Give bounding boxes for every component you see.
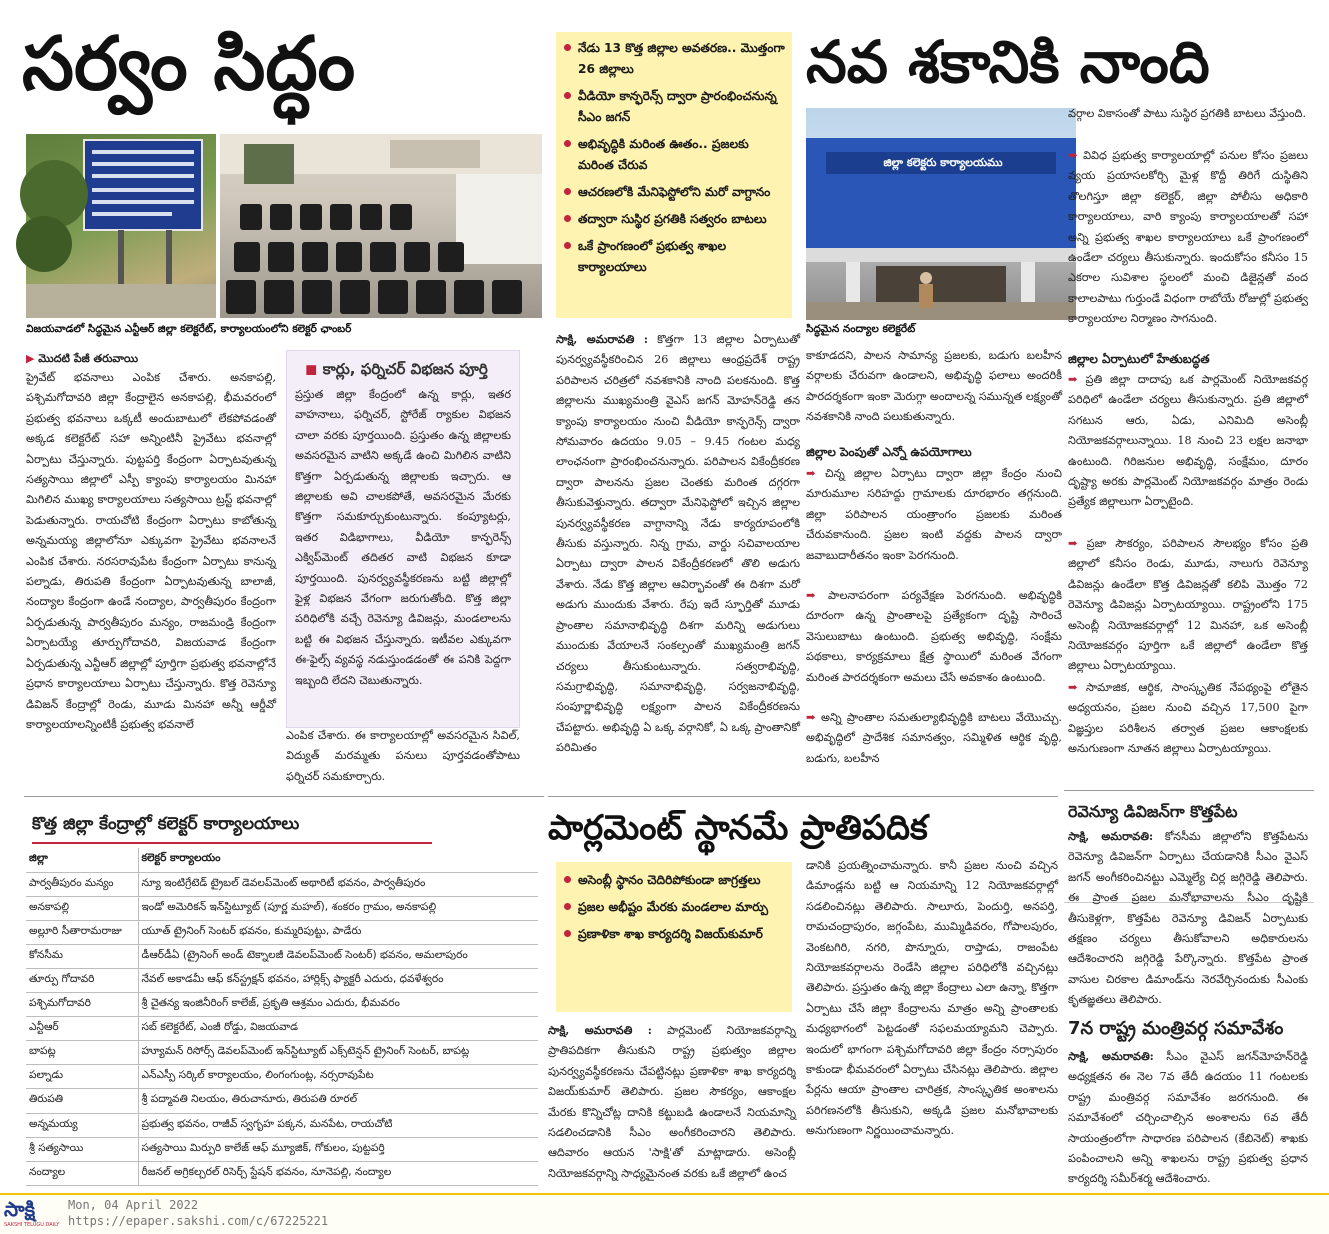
table-cell: నేవల్ అకాడమీ ఆఫ్ కన్‌స్ట్రక్షన్ భవనం, హార్లిక్స్ ఫ్యాక్టరీ ఎదురు, ధవళేశ్వరం: [138, 968, 538, 992]
highlight-item: తద్వారా సుస్థిర ప్రగతికి సత్వరం బాటలు: [562, 209, 786, 230]
col4-point: ➡ పాలనాపరంగా పర్యవేక్షణ పెరగనుంది. అభివృద్ధికి దూరంగా ఉన్న ప్రాంతాలపై ప్రత్యేకంగా దృష్టి సారించే వెసులుబాటు ఉంటుంది. ప్రభుత్వ అభివృద్ధి, సంక్షేమ పథకాలు, కార్యక్రమాలు క్షేత్ర స్థాయిలో మరింత వేగంగా మరింత పారదర్శకంగా అమలు చేసే అవకాశం ఉంటుంది.: [806, 588, 1062, 684]
revenue-division-text: సాక్షి, అమరావతి: కోనసీమ జిల్లాలోని కొత్తపేటను రెవెన్యూ డివిజన్‌గా ఏర్పాటు చేయడానికి సీఎం వైఎస్ జగన్ అంగీకరించినట్టు ఎమ్మెల్యే చిర్ల జగ్గిరెడ్డి తెలిపారు. ఈ ప్రాంత ప్రజల మనోభావాలను సీఎం దృష్టికి తీసుకెళ్లగా, కొత్తపేట రెవెన్యూ డివిజన్ ఏర్పాటుకు తక్షణం చర్యలు తీసుకోవాలని అధికారులను ఆదేశించారని జగ్గిరెడ్డి పేర్కొన్నారు. కొత్తపేట ప్రాంత వాసుల చిరకాల డిమాండ్‌ను నెరవేర్చినందుకు సీఎంకు కృతజ్ఞతలు తెలిపారు.: [1068, 829, 1309, 1007]
table-cell: హ్యూమన్ రిసోర్స్ డెవలప్‌మెంట్ ఇన్‌స్టిట్యూట్ ఎక్స్‌టెన్షన్ ట్రైనింగ్ సెంటర్, బాపట్ల: [138, 1041, 538, 1065]
arrow-icon: ➡: [806, 588, 828, 602]
dateline: సాక్షి, అమరావతి :: [548, 1023, 652, 1037]
parliament-article-col-2: డానికి ప్రయత్నించామన్నారు. కానీ ప్రజల నుంచి వచ్చిన డిమాండ్లను బట్టి ఆ నియమాన్ని 12 నియోజకవర్గాల్లో సడలించినట్లు తెలిపారు. సాలూరు, పెందుర్తి, అనపర్తి, రామచంద్రాపురం, జగ్గంపేట, ముమ్మిడివరం, గోపాలపురం, వెంకటగిరి, నగరి, పొన్నూరు, రాప్తాడు, రాజంపేట నియోజకవర్గాలను రెండేసి జిల్లాల పరిధిలోకి వచ్చినట్లు తెలిపారు. ప్రస్తుతం ఉన్న జిల్లా కేంద్రాలు ఎలా ఉన్నా, కొత్తగా ఏర్పాటు చేసే జిల్లా కేంద్రాలను మాత్రం అన్ని ప్రాంతాలకు మధ్యభాగంలో పెట్టడంతో సఫలమయ్యామని చెప్పారు. ఇందులో భాగంగా పశ్చిమగోదావరి జిల్లా కేంద్రం నర్సాపురం కాకుండా భీమవరంలో ఏర్పాటు చేసినట్లు తెలిపారు. జిల్లాల పేర్లను ఆయా ప్రాంతాల చారిత్రక, సాంస్కృతిక అంశాలను పరిగణనలోకి తీసుకుని, అక్కడి ప్రజల మనోభావాలకు అనుగుణంగా నిర్ణయించామన్నారు.: [806, 859, 1058, 1138]
arrow-icon: ➡: [1068, 680, 1086, 694]
table-cell: ప్రభుత్వ భవనం, రాజీవ్ స్వగృహ పక్కన, మనపేట, రాయచోటి: [138, 1113, 538, 1137]
footer-url[interactable]: https://epaper.sakshi.com/c/67225221: [68, 1214, 329, 1228]
furniture-box: [286, 350, 520, 728]
table-cell: ఎన్ఎస్పీ సర్కిల్ కార్యాలయం, లింగంగుంట్ల, నర్సరావుపేట: [138, 1065, 538, 1089]
table-cell: పార్వతీపురం మన్యం: [26, 872, 138, 896]
table-row: [26, 1017, 538, 1041]
table-cell: రీజనల్ అగ్రికల్చరల్ రిసెర్చ్ స్టేషన్ భవనం, నూనెపల్లి, నంద్యాల: [138, 1161, 538, 1185]
divider: [1064, 790, 1314, 791]
collectorate-photo: [26, 134, 216, 318]
arrow-icon: ➡: [1068, 536, 1087, 550]
table-row: [26, 1041, 538, 1065]
arrow-icon: ▶: [26, 352, 39, 365]
table-row: [26, 944, 538, 968]
building-sign-text: జిల్లా కలెక్టరు కార్యాలయము: [883, 156, 1003, 169]
furniture-box-text: ప్రస్తుత జిల్లా కేంద్రంలో ఉన్న కార్లు, ఇతర వాహనాలు, ఫర్నిచర్, స్టోరేజ్ ర్యాకుల విభజన చాలా వరకు పూర్తయింది. ప్రస్తుతం ఉన్న జిల్లాలకు అవసరమైన వాటిని అక్కడే ఉంచి మిగిలిన వాటిని కొత్తగా ఏర్పడుతున్న జిల్లాలకు ఇచ్చారు. ఆ జిల్లాలకు అవి చాలకపోతే, అవసరమైన మేరకు కొత్తగా సమకూర్చుకుంటున్నారు. కంప్యూటర్లు, ఇతర విడిభాగాలు, వీడియో కాన్ఫరెన్స్ ఎక్విప్‌మెంట్ తదితర వాటి విభజన కూడా పూర్తయింది. పునర్వ్యవస్థీకరణను బట్టి జిల్లాల్లో ఫైళ్ల విభజన వేగంగా జరుగుతోంది. కొత్త జిల్లా పరిధిలోకి వచ్చే రెవెన్యూ డివిజన్లు, మండలాలను బట్టి ఈ విభజన చేస్తున్నారు. ఇటీవల ఎక్కువగా ఈ-ఫైల్స్ వ్యవస్థ నడుస్తుండడంతో ఈ పనికి పెద్దగా ఇబ్బంది లేదని చెబుతున్నారు.: [295, 388, 511, 687]
highlight-item: ఒకే ప్రాంగణంలో ప్రభుత్వ శాఖల కార్యాలయాలు: [562, 236, 786, 278]
dateline: సాక్షి, అమరావతి:: [1068, 1049, 1154, 1063]
photo-caption-left: విజయవాడలో సిద్ధమైన ఎన్టీఆర్ జిల్లా కలెక్టరేట్, కార్యాలయంలోని కలెక్టర్ ఛాంబర్: [26, 323, 352, 335]
highlight-item: వీడియో కాన్ఫరెన్స్ ద్వారా ప్రారంభించనున్న సీఎం జగన్: [562, 86, 786, 128]
highlights-box: [556, 32, 792, 318]
table-cell: శ్రీ సత్యసాయి: [26, 1137, 138, 1161]
table-cell: కోనసీమ: [26, 944, 138, 968]
collector-offices-table-box: [26, 806, 538, 1178]
arrow-icon: ➡: [1068, 148, 1084, 162]
collector-chamber-photo: [220, 134, 542, 318]
highlights-list: [562, 38, 786, 278]
highlight-item: అభివృద్ధికి మరింత ఊతం.. ప్రజలకు మరింత చేరువ: [562, 134, 786, 176]
table-cell: అన్నమయ్య: [26, 1113, 138, 1137]
col5-point: ➡ వివిధ ప్రభుత్వ కార్యాలయాల్లో పనుల కోసం ప్రజలు వ్యయ ప్రయాసలకోర్చి మైళ్ల కొద్దీ తిరిగే దుస్థితిని తొలగిస్తూ జిల్లా కలెక్టర్, జిల్లా పోలీసు అధికారి కార్యాలయాలు, వారి క్యాంపు కార్యాలయాలతో సహా అన్ని ప్రభుత్వ శాఖల కార్యాలయాలు ఒకే ప్రాంగణంలో ఉండేలా చర్యలు తీసుకున్నారు. ఇందుకోసం కనీసం 15 ఎకరాల సువిశాల స్థలంలో మంచి డిజైన్లతో వంద కాలాలపాటు గుర్తుండే విధంగా రాబోయే రోజుల్లో ప్రభుత్వ కార్యాలయాల నిర్మాణం సాగనుంది.: [1068, 148, 1308, 326]
table-cell: ఇండో అమెరికన్ ఇన్‌స్టిట్యూట్ (పూర్ణ మహల్), శంకరం గ్రామం, అనకాపల్లి: [138, 896, 538, 920]
right-headline: నవ శకానికి నాంది: [806, 28, 1210, 96]
table-row: [26, 1065, 538, 1089]
table-cell: ఎన్టీఆర్: [26, 1017, 138, 1041]
highlight-item: ప్రజల అభీష్టం మేరకు మండలాల మార్పు: [562, 897, 786, 918]
footer-bar: [0, 1193, 1329, 1234]
table-cell: యూత్ ట్రైనింగ్ సెంటర్ భవనం, కుమ్మరిపుట్టు, పాడేరు: [138, 920, 538, 944]
article-col-1: ప్రైవేట్ భవనాలు ఎంపిక చేశారు. అనకాపల్లి, పశ్చిమగోదావరి జిల్లా కేంద్రాలైన అనకాపల్లి, భీమవరంలో ప్రభుత్వ భవనాలు ఒక్కటీ అందుబాటులో లేకపోవడంతో అక్కడ కలెక్టరేట్ సహా అన్నింటినీ ప్రైవేటు భవనాల్లో ఏర్పాటు చేస్తున్నారు. పుట్టపర్తి కేంద్రంగా ఏర్పాటవుతున్న సత్యసాయి జిల్లాలో ఎస్పీ క్యాంపు కార్యాలయం మినహా మిగిలిన ముఖ్య కార్యాలయాలు సత్యసాయి ట్రస్ట్ భవనాల్లో పెడుతున్నారు. రాయచోటి కేంద్రంగా ఏర్పాటు కాబోతున్న అన్నమయ్య జిల్లాలోనూ ఎక్కువగా ప్రైవేటు భవనాలనే ఎంపిక చేశారు. నరసరావుపేట కేంద్రంగా ఏర్పాటు కానున్న పల్నాడు, తిరుపతి కేంద్రంగా ఏర్పాటవుతున్న బాలాజీ, నంద్యాల కేంద్రంగా ఉండే నంద్యాల, పార్వతీపురం కేంద్రంగా ఏర్పడుతున్న పార్వతీపురం మన్యం, రాజమండ్రి కేంద్రంగా ఏర్పాటయ్యే తూర్పుగోదావరి, విజయవాడ కేంద్రంగా ఏర్పడుతున్న ఎన్టీఆర్ జిల్లాల్లో పూర్తిగా ప్రభుత్వ భవనాల్లోనే ప్రధాన కార్యాలయాలు ఏర్పాటు చేస్తున్నారు. కొత్త రెవెన్యూ డివిజన్ కేంద్రాల్లో రెండు, మూడు మినహా అన్నీ ఆర్డీవో కార్యాలయాలన్నింటికీ ప్రభుత్వ భవనాలే: [26, 371, 276, 731]
highlight-item: అసెంబ్లీ స్థానం చెదిరిపోకుండా జాగ్రత్తలు: [562, 870, 786, 891]
table-row: [26, 968, 538, 992]
table-row: [26, 1161, 538, 1185]
table-header-cell: జిల్లా: [26, 848, 138, 872]
table-cell: నంద్యాల: [26, 1161, 138, 1185]
arrow-icon: ◼: [305, 360, 323, 378]
continued-label: ▶ మొదటి పేజీ తరువాయి: [26, 352, 139, 365]
article-col-3: సాక్షి, అమరావతి : కొత్తగా 13 జిల్లాల ఏర్పాటుతో పునర్వ్యవస్థీకరించిన 26 జిల్లాలు ఆంధ్రప్రదేశ్ రాష్ట్ర పరిపాలన చరిత్రలో నవశకానికి నాంది పలకనుంది. కొత్త జిల్లాలను ముఖ్యమంత్రి వైఎస్ జగన్ మోహన్‌రెడ్డి తన క్యాంపు కార్యాలయం నుంచి వీడియో కాన్ఫరెన్స్ ద్వారా సోమవారం ఉదయం 9.05 – 9.45 గంటల మధ్య లాంఛనంగా ప్రారంభించనున్నారు. పరిపాలన వికేంద్రీకరణ ద్వారా పాలనను ప్రజల చెంతకు మరింత దగ్గరగా తీసుకువెళ్తున్నారు. తద్వారా మేనిఫెస్టోలో ఇచ్చిన జిల్లాల పునర్వ్యవస్థీకరణ వాగ్దానాన్ని నేడు కార్యరూపంలోకి తీసుకు వస్తున్నారు. నిన్న గ్రామ, వార్డు సచివాలయాల ఏర్పాటు ద్వారా పాలన వికేంద్రీకరణలో తొలి అడుగు వేశారు. నేడు కొత్త జిల్లాల ఆవిర్భావంతో ఈ దిశగా మరో అడుగు ముందుకు వేశారు. రేపు ఇదే స్ఫూర్తితో మూడు ప్రాంతాల సమానాభివృద్ధి దిశగా మరిన్ని అడుగులు ముందుకు వేయాలనే సంకల్పంతో ముఖ్యమంత్రి జగన్ చర్యలు తీసుకుంటున్నారు. సత్వరాభివృద్ధి, సమగ్రాభివృద్ధి, సమానాభివృద్ధి, సర్వజనాభివృద్ధి, సంపూర్ణాభివృద్ధి లక్ష్యంగా పాలన వికేంద్రీకరణను చేపట్టారు. అభివృద్ధి ఏ ఒక్క వర్గానికో, ఏ ఒక్క ప్రాంతానికో పరిమితం: [556, 332, 800, 755]
table-header-cell: కలెక్టర్ కార్యాలయం: [138, 848, 538, 872]
logo-text: సాక్షి: [4, 1197, 36, 1221]
table-title: కొత్త జిల్లా కేంద్రాల్లో కలెక్టర్ కార్యాలయాలు: [32, 814, 300, 834]
cabinet-meeting-text: సాక్షి, అమరావతి: సీఎం వైఎస్ జగన్‌మోహన్‌రెడ్డి అధ్యక్షతన ఈ నెల 7వ తేదీ ఉదయం 11 గంటలకు రాష్ట్ర మంత్రివర్గ సమావేశం జరగనుంది. ఈ సమావేశంలో చర్చించాల్సిన అంశాలను 6వ తేదీ సాయంత్రంలోగా సాధారణ పరిపాలన (కేబినెట్) శాఖకు పంపించాలని అన్ని శాఖలను రాష్ట్ర ప్రభుత్వ ప్రధాన కార్యదర్శి సమీర్‌శర్మ ఆదేశించారు.: [1068, 1049, 1309, 1186]
collectorate-sign-graphic: [26, 134, 216, 318]
footer-date: Mon, 04 April 2022: [68, 1198, 199, 1212]
arrow-icon: ➡: [1068, 372, 1086, 386]
highlight-item: ప్రణాళికా శాఖ కార్యదర్శి విజయ్‌కుమార్: [562, 924, 786, 945]
table-cell: అనకాపల్లి: [26, 896, 138, 920]
divider: [548, 796, 1058, 797]
parliament-headline: పార్లమెంట్ స్థానమే ప్రాతిపదిక: [548, 808, 928, 848]
nandyal-building-graphic: [806, 108, 1076, 320]
table-title-underline: [32, 842, 432, 844]
table-row: [26, 1137, 538, 1161]
arrow-icon: ➡: [806, 710, 821, 724]
table-row: [26, 896, 538, 920]
collector-offices-table: [26, 848, 538, 1186]
chamber-chairs-graphic: [220, 134, 542, 318]
table-cell: తిరుపతి: [26, 1089, 138, 1113]
arrow-icon: ➡: [806, 466, 825, 480]
parliament-highlights-list: [562, 870, 786, 945]
table-cell: న్యూ ఇంటిగ్రేటెడ్ ట్రైబల్ డెవలప్‌మెంట్ అథారిటీ భవనం, పార్వతీపురం: [138, 872, 538, 896]
table-row: [26, 872, 538, 896]
highlight-item: నేడు 13 కొత్త జిల్లాల అవతరణ.. మొత్తంగా 26 జిల్లాలు: [562, 38, 786, 80]
table-row: [26, 1113, 538, 1137]
table-cell: సబ్ కలెక్టరేట్, ఎంజీ రోడ్డు, విజయవాడ: [138, 1017, 538, 1041]
table-header-row: [26, 848, 538, 872]
table-cell: అల్లూరి సీతారామరాజు: [26, 920, 138, 944]
table-cell: సత్యసాయి మిర్పురి కాలేజ్ ఆఫ్ మ్యూజిక్, గోకులం, పుట్టపర్తి: [138, 1137, 538, 1161]
table-row: [26, 920, 538, 944]
col5-point: ➡ ప్రజా సౌకర్యం, పరిపాలన సౌలభ్యం కోసం ప్రతి జిల్లాలో కనీసం రెండు, మూడు, నాలుగు రెవెన్యూ డివిజన్లు ఉండేలా కొత్త డివిజన్లతో కలిపి మొత్తం 72 రెవెన్యూ డివిజన్లు ఏర్పాటయ్యాయి. రాష్ట్రంలోని 175 అసెంబ్లీ నియోజకవర్గాల్లో 12 మినహా, ఒక అసెంబ్లీ నియోజకవర్గం పూర్తిగా ఒకే జిల్లాలో ఉండేలా కొత్త జిల్లాలు ఏర్పాటయ్యాయి.: [1068, 536, 1308, 673]
article-col-2-bottom: ఎంపిక చేశారు. ఈ కార్యాలయాల్లో అవసరమైన సివిల్, విద్యుత్ మరమ్మతు పనులు పూర్తవడంతోపాటు ఫర్నిచర్ సమకూర్చారు.: [286, 729, 520, 783]
nandyal-collectorate-photo: [806, 108, 1076, 320]
col4-point: ➡ అన్ని ప్రాంతాల సమతుల్యాభివృద్ధికి బాటలు వేయొచ్చు. అభివృద్ధిలో ప్రాదేశిక సమానత్వం, సమ్మిళిత ఆర్థిక వృద్ధి, బడుగు, బలహీన: [806, 710, 1062, 765]
sakshi-logo[interactable]: [4, 1197, 62, 1231]
photo-caption-right: సిద్ధమైన నంద్యాల కలెక్టరేట్: [806, 323, 916, 335]
table-cell: శ్రీ చైతన్య ఇంజినీరింగ్ కాలేజ్, ప్రకృతి ఆశ్రమం ఎదురు, భీమవరం: [138, 993, 538, 1017]
logo-subtext: SAKSHI TELUGU DAILY: [4, 1222, 60, 1228]
main-headline: సర్వం సిద్ధం: [22, 21, 356, 107]
col5-point: ➡ సామాజిక, ఆర్థిక, సాంస్కృతిక నేపథ్యంపై లోతైన అధ్యయనం, ప్రజల నుంచి వచ్చిన 17,500 పైగా విజ్ఞప్తుల పరిశీలన తర్వాత ప్రజల ఆకాంక్షలకు అనుగుణంగా నూతన జిల్లాలు ఏర్పాటయ్యాయి.: [1068, 680, 1308, 756]
table-cell: బాపట్ల: [26, 1041, 138, 1065]
article-col-4-intro: కాకూడదని, పాలన సామాన్య ప్రజలకు, బడుగు బలహీన వర్గాలకు చేరువగా ఉండాలని, అభివృద్ధి ఫలాలు అందరికీ పారదర్శకంగా ఇంకా మెరుగ్గా అందాలన్న సమున్నత లక్ష్యంతో నవశకానికి నాంది పలుకుతున్నారు.: [806, 349, 1062, 424]
table-cell: పశ్చిమగోదావరి: [26, 993, 138, 1017]
parliament-article-col-1: సాక్షి, అమరావతి : పార్లమెంట్ నియోజకవర్గాన్ని ప్రాతిపదికగా తీసుకుని రాష్ట్ర ప్రభుత్వం జిల్లాల పునర్వ్యవస్థీకరణను చేపట్టినట్లు ప్రణాళికా శాఖ కార్యదర్శి విజయ్‌కుమార్ తెలిపారు. ప్రజల సౌకర్యం, ఆకాంక్షల మేరకు కొన్నిచోట్ల దానికి కట్టుబడి ఉండాలనే నియమాన్ని సడలించడానికి సీఎం అంగీకరించారని తెలిపారు. ఆదివారం ఆయన 'సాక్షి'తో మాట్లాడారు. అసెంబ్లీ నియోజకవర్గాన్ని సాధ్యమైనంత వరకు ఒకే జిల్లాలో ఉంచ: [548, 1023, 796, 1180]
col5-subhead: జిల్లాల ఏర్పాటులో హేతుబద్ధత: [1068, 352, 1210, 366]
col4-subhead: జిల్లాల పెంపుతో ఎన్నో ఉపయోగాలు: [806, 445, 972, 459]
parliament-highlights-box: [556, 862, 792, 1012]
col4-point: ➡ చిన్న జిల్లాల ఏర్పాటు ద్వారా జిల్లా కేంద్రం నుంచి మారుమూల సరిహద్దు గ్రామాలకు దూరభారం తగ్గనుంది. జిల్లా పరిపాలన యంత్రాంగం ప్రజలకు మరింత చేరువకానుంది. ప్రజల ఇంటి వద్దకు పాలన ద్వారా జవాబుదారీతనం ఇంకా పెరగనుంది.: [806, 466, 1062, 562]
table-cell: శ్రీ పద్మావతి నిలయం, తిరుచానూరు, తిరుపతి రూరల్: [138, 1089, 538, 1113]
dateline: సాక్షి, అమరావతి:: [1068, 829, 1154, 843]
divider: [24, 796, 544, 797]
table-cell: తూర్పు గోదావరి: [26, 968, 138, 992]
table-row: [26, 1089, 538, 1113]
table-row: [26, 993, 538, 1017]
table-cell: డీఆర్‌డీఏ (ట్రైనింగ్ అండ్ టెక్నాలజీ డెవలప్‌మెంట్ సెంటర్) భవనం, అమలాపురం: [138, 944, 538, 968]
cabinet-meeting-title: 7న రాష్ట్ర మంత్రివర్గ సమావేశం: [1068, 1018, 1284, 1039]
highlight-item: ఆచరణలోకి మేనిఫెస్టోలోని మరో వాగ్దానం: [562, 182, 786, 203]
dateline: సాక్షి, అమరావతి :: [556, 332, 648, 346]
furniture-box-title: ◼ కార్లు, ఫర్నిచర్ విభజన పూర్తి: [305, 360, 488, 378]
article-col-5-top: వర్గాల వికాసంతో పాటు సుస్థిర ప్రగతికి బాటలు వేస్తుంది.: [1068, 107, 1307, 120]
revenue-division-title: రెవెన్యూ డివిజన్‌గా కొత్తపేట: [1068, 802, 1238, 821]
table-cell: పల్నాడు: [26, 1065, 138, 1089]
col5-point: ➡ ప్రతి జిల్లా దాదాపు ఒక పార్లమెంట్ నియోజకవర్గ పరిధిలో ఉండేలా చర్యలు తీసుకున్నారు. ప్రతి జిల్లాలో సగటున ఆరు, ఏడు, ఎనిమిది అసెంబ్లీ నియోజకవర్గాలున్నాయి. 18 నుంచి 23 లక్షల జనాభా ఉంటుంది. గిరిజనుల అభివృద్ధి, సంక్షేమం, దూరం దృష్ట్యా అరకు పార్లమెంట్ నియోజకవర్గం మాత్రం రెండు ప్రత్యేక జిల్లాలుగా ఏర్పాటైంది.: [1068, 372, 1309, 509]
